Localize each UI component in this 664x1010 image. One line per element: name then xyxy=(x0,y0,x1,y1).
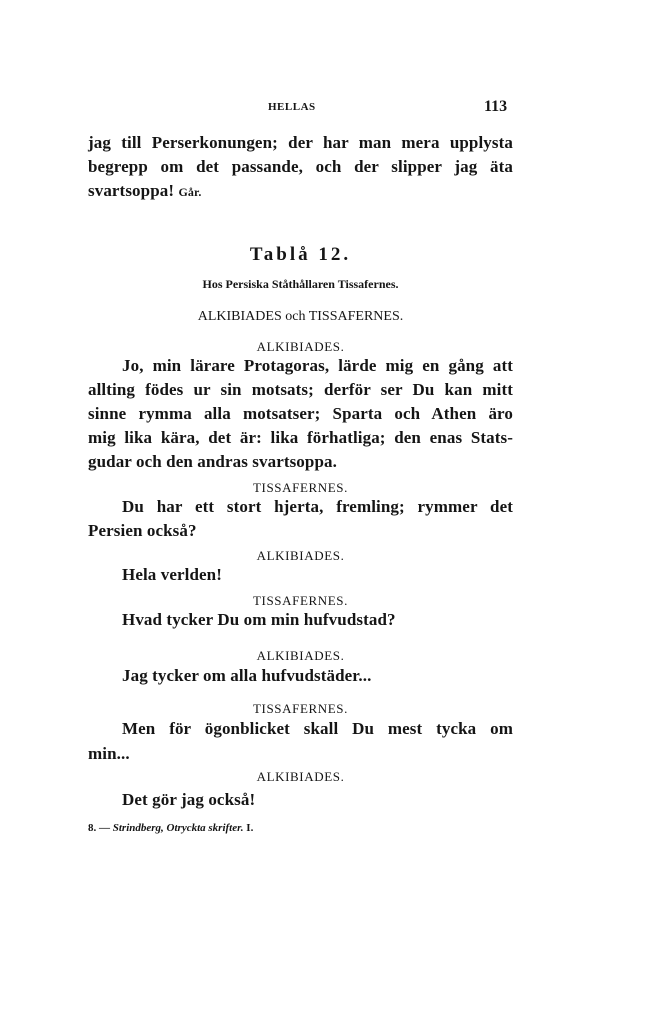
intro-line-3 xyxy=(88,181,201,201)
speaker-label: ALKIBIADES. xyxy=(256,648,345,663)
dialogue-line: Jo, min lärare Protagoras, lärde mig en gång att xyxy=(122,356,513,375)
running-title: HELLAS xyxy=(268,101,316,113)
scene-characters: ALKIBIADES och TISSAFERNES. xyxy=(197,309,404,324)
dialogue-line: allting födes ur sin motsats; derför ser Du kan mitt xyxy=(88,380,513,399)
scene-setting: Hos Persiska Ståthållaren Tissafernes. xyxy=(202,277,399,291)
running-header xyxy=(0,98,664,121)
dialogue-line: gudar och den andras svartsoppa. xyxy=(88,452,337,471)
stage-direction: Går. xyxy=(178,185,202,199)
speaker-label: ALKIBIADES. xyxy=(256,769,345,784)
speaker-label: ALKIBIADES. xyxy=(256,339,345,354)
speaker-label: TISSAFERNES. xyxy=(253,593,348,608)
dialogue-line: Det gör jag också! xyxy=(122,790,256,809)
page-footer xyxy=(88,822,253,834)
source-title: Strindberg, Otryckta skrifter. xyxy=(112,822,244,834)
signature-mark: 8. — xyxy=(88,822,110,834)
dialogue-line: Hela verlden! xyxy=(122,565,222,584)
dialogue-line: min... xyxy=(88,744,130,763)
dialogue-line: Hvad tycker Du om min hufvudstad? xyxy=(122,610,396,629)
volume-number: I. xyxy=(246,822,254,834)
scene-title: Tablå 12. xyxy=(249,244,352,265)
dialogue-line: Men för ögonblicket skall Du mest tycka om xyxy=(122,719,513,738)
intro-line-1: jag till Perserkonungen; der har man mera upplysta xyxy=(88,133,513,152)
intro-line-3-text: svartsoppa! xyxy=(88,181,175,200)
speaker-label: TISSAFERNES. xyxy=(253,480,348,495)
intro-line-2: begrepp om det passande, och der slipper jag äta xyxy=(88,157,513,176)
dialogue-line: sinne rymma alla motsatser; Sparta och Athen äro xyxy=(88,404,513,423)
speaker-label: TISSAFERNES. xyxy=(253,701,348,716)
page-number: 113 xyxy=(484,98,508,115)
dialogue-line: Jag tycker om alla hufvudstäder... xyxy=(122,666,372,685)
speaker-label: ALKIBIADES. xyxy=(256,548,345,563)
dialogue-line: Persien också? xyxy=(88,521,197,540)
dialogue-line: mig lika kära, det är: lika förhatliga; den enas Stats- xyxy=(88,428,513,447)
dialogue-line: Du har ett stort hjerta, fremling; rymmer det xyxy=(122,497,513,516)
